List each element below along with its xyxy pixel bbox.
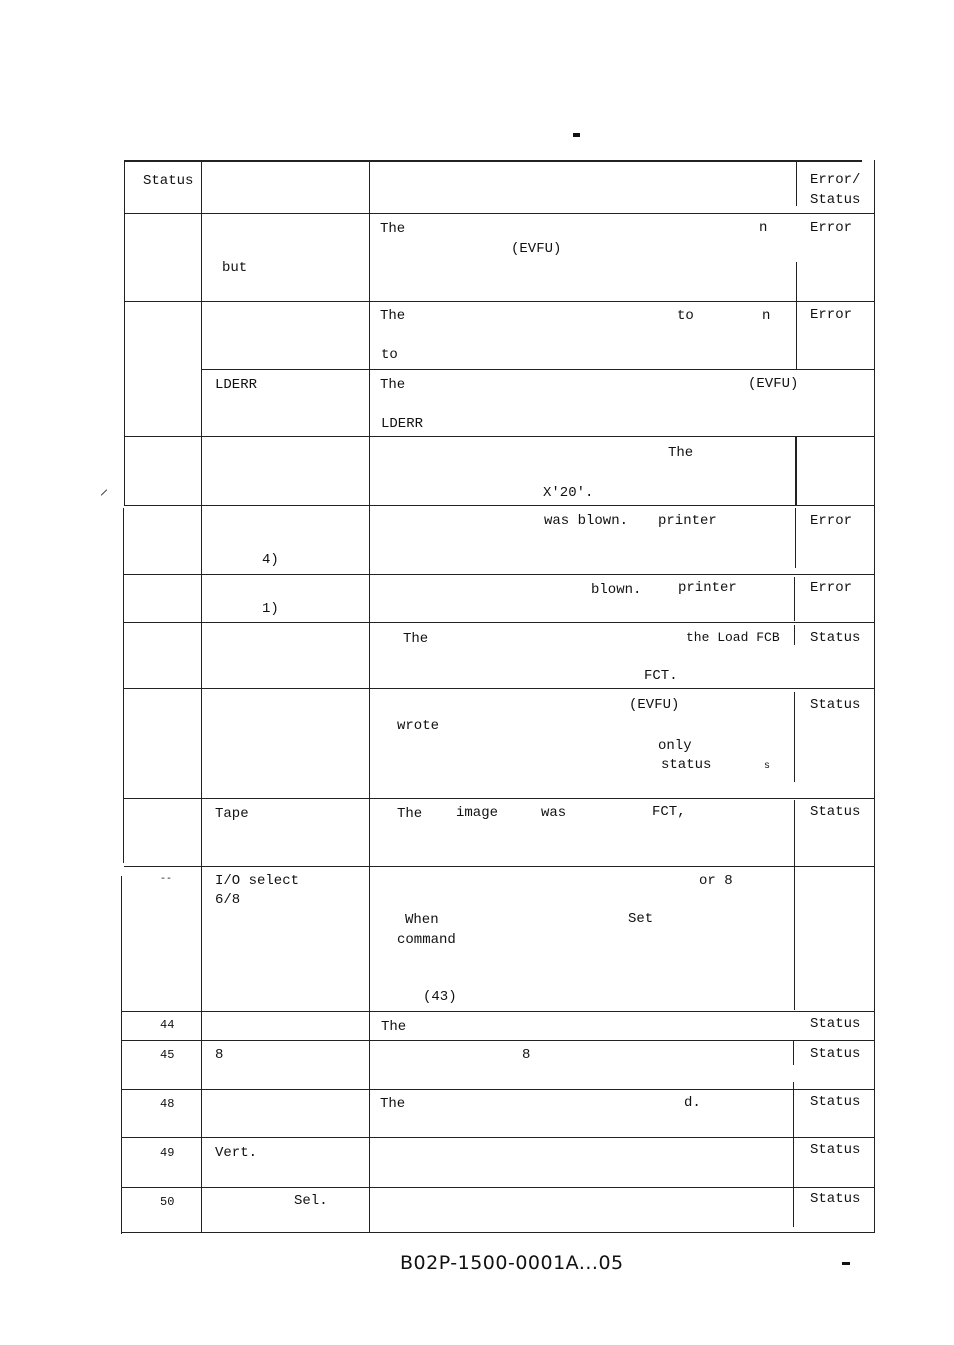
r11-desc1: The <box>381 1019 407 1035</box>
header-status: Status <box>143 173 194 189</box>
r10-num: -- <box>160 874 173 885</box>
r2-desc3: n <box>762 308 771 324</box>
r3-desc3: LDERR <box>381 416 424 432</box>
r8-desc4: status <box>661 757 712 773</box>
r7-desc1: The <box>403 631 429 647</box>
top-dash-mark <box>573 133 580 137</box>
r5-desc1: was blown. <box>544 513 629 529</box>
header-error-status-1: Error/ <box>810 172 861 188</box>
r8-type: Status <box>810 697 861 713</box>
r12-desc1: 8 <box>522 1047 531 1063</box>
r10-desc4: command <box>397 932 456 948</box>
r9-name: Tape <box>215 806 249 822</box>
r13-num: 48 <box>160 1097 175 1111</box>
r12-type: Status <box>810 1046 861 1062</box>
r10-desc3: Set <box>628 911 654 927</box>
r9-desc3: was <box>541 805 567 821</box>
r11-num: 44 <box>160 1018 175 1032</box>
r6-type-cutoff <box>810 578 854 596</box>
r1-type: Error <box>810 220 853 236</box>
r13-desc1: The <box>380 1096 406 1112</box>
r9-desc4: FCT, <box>652 804 686 820</box>
r7-desc3: FCT. <box>644 668 678 684</box>
r2-type: Error <box>810 307 853 323</box>
r8-desc3: only <box>658 738 692 754</box>
r10-desc5: (43) <box>423 989 457 1005</box>
r3-desc1: The <box>380 377 406 393</box>
r5-name: 4) <box>262 552 279 568</box>
r10-desc1: or 8 <box>699 873 733 889</box>
r3-desc2: (EVFU) <box>748 376 799 392</box>
r15-type: Status <box>810 1191 861 1207</box>
r8-desc5: s <box>764 761 771 772</box>
r2-desc2: to <box>677 308 694 324</box>
r9-type: Status <box>810 804 861 820</box>
r2-desc4: to <box>381 347 398 363</box>
r1-desc1: The <box>380 221 406 237</box>
r14-type: Status <box>810 1142 861 1158</box>
r7-type: Status <box>810 630 861 646</box>
header-error-status-2: Status <box>810 192 861 208</box>
r4-desc2: X'20'. <box>543 485 594 501</box>
r1-desc3: n <box>759 220 768 236</box>
r10-name1: I/O select <box>215 873 300 889</box>
r13-desc2: d. <box>684 1095 701 1111</box>
margin-tick-mark <box>101 489 107 495</box>
r3-name: LDERR <box>215 377 258 393</box>
r1-name: but <box>222 260 248 276</box>
r9-desc2: image <box>456 805 499 821</box>
r6-name: 1) <box>262 601 279 617</box>
r9-desc1: The <box>397 806 423 822</box>
r1-desc2: (EVFU) <box>511 241 562 257</box>
r12-name: 8 <box>215 1047 224 1063</box>
r11-type: Status <box>810 1016 861 1032</box>
r6-desc1: blown. <box>591 582 642 598</box>
r15-name: Sel. <box>294 1193 328 1209</box>
r7-desc2: the Load FCB <box>686 630 780 645</box>
document-number: B02P-1500-0001A...05 <box>400 1252 624 1274</box>
r5-desc2: printer <box>658 513 717 529</box>
r13-type: Status <box>810 1094 861 1110</box>
r10-desc2: When <box>405 912 439 928</box>
r12-num: 45 <box>160 1048 175 1062</box>
r6-desc2: printer <box>678 580 737 596</box>
r4-desc1: The <box>668 445 694 461</box>
r6-type: Error <box>810 580 853 596</box>
r2-desc1: The <box>380 308 406 324</box>
r8-desc2: wrote <box>397 718 440 734</box>
r8-desc1: (EVFU) <box>629 697 680 713</box>
bottom-dash-mark <box>842 1262 850 1265</box>
r15-num: 50 <box>160 1195 175 1209</box>
r6-desc2-cutoff <box>678 578 737 596</box>
r14-name: Vert. <box>215 1145 258 1161</box>
r10-name2: 6/8 <box>215 892 241 908</box>
r5-type: Error <box>810 513 853 529</box>
r14-num: 49 <box>160 1146 175 1160</box>
